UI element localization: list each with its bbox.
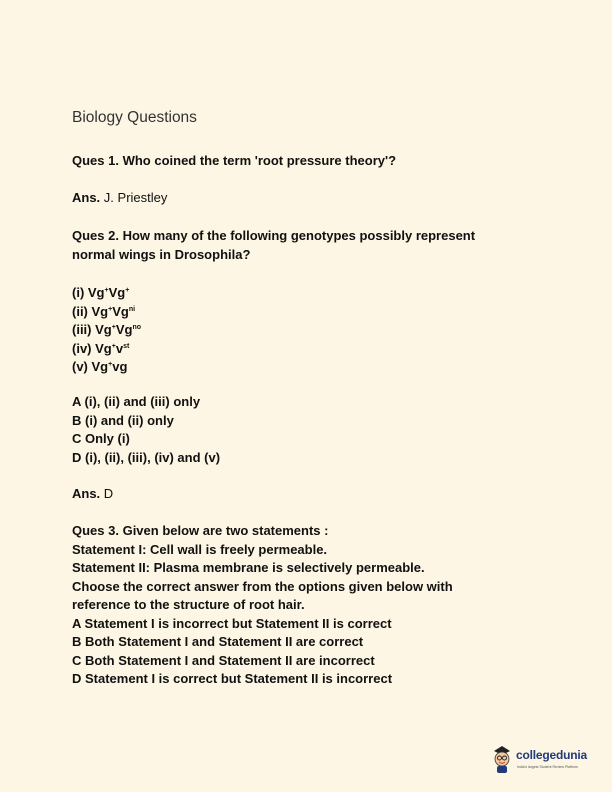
answer-1 bbox=[72, 189, 552, 207]
options-list-2 bbox=[72, 393, 552, 467]
genotype-item: (i) Vg+Vg+ bbox=[72, 285, 130, 300]
genotype-item: (iii) $Vg^+Vg^{no}$ bbox=[72, 322, 141, 337]
question-2 bbox=[72, 227, 552, 264]
question-1: Ques 1. Who coined the term 'root pressure theory'? bbox=[72, 153, 397, 168]
option-item: A (i), (ii) and (iii) only bbox=[72, 394, 201, 409]
logo-tagline: India's largest Student Review Platform bbox=[517, 765, 578, 769]
collegedunia-logo bbox=[490, 740, 595, 780]
question-2-line-1: Ques 2. How many of the following genotypes possibly represent bbox=[72, 228, 476, 243]
genotype-item: (iv) $Vg^+v^{st}$ bbox=[72, 340, 130, 356]
option-item: A Statement I is incorrect but Statement II is correct bbox=[72, 615, 392, 631]
question-2-line-2: normal wings in Drosophila? bbox=[72, 246, 251, 262]
genotype-item: (ii) $Vg^+Vg^{ni}$ bbox=[72, 303, 136, 319]
mascot-icon bbox=[490, 742, 514, 774]
option-item: D (i), (ii), (iii), (iv) and (v) bbox=[72, 449, 221, 465]
genotype-list bbox=[72, 284, 552, 377]
question-3-line: Statement I: Cell wall is freely permeable. bbox=[72, 541, 328, 557]
answer-value: J. Priestley bbox=[103, 190, 168, 205]
option-item: C Only (i) bbox=[72, 431, 130, 446]
genotype-item: (v) Vg+vg bbox=[72, 359, 128, 374]
answer-label: Ans. bbox=[72, 190, 101, 205]
question-3-line: Choose the correct answer from the options given below with bbox=[72, 578, 453, 594]
option-item: D Statement I is correct but Statement II is incorrect bbox=[72, 671, 393, 686]
option-item: B Both Statement I and Statement II are correct bbox=[72, 634, 364, 649]
option-item: C Both Statement I and Statement II are incorrect bbox=[72, 652, 375, 668]
page-title: Biology Questions bbox=[72, 109, 197, 126]
option-item: B (i) and (ii) only bbox=[72, 412, 174, 428]
answer-label: Ans. bbox=[72, 486, 101, 501]
answer-2 bbox=[72, 485, 552, 503]
logo-name: collegedunia bbox=[516, 748, 587, 762]
question-3-line: Statement II: Plasma membrane is selectively permeable. bbox=[72, 560, 425, 575]
question-3-line: Ques 3. Given below are two statements : bbox=[72, 523, 329, 538]
question-3 bbox=[72, 522, 552, 689]
answer-value: D bbox=[103, 486, 114, 501]
question-3-line: reference to the structure of root hair. bbox=[72, 597, 305, 612]
